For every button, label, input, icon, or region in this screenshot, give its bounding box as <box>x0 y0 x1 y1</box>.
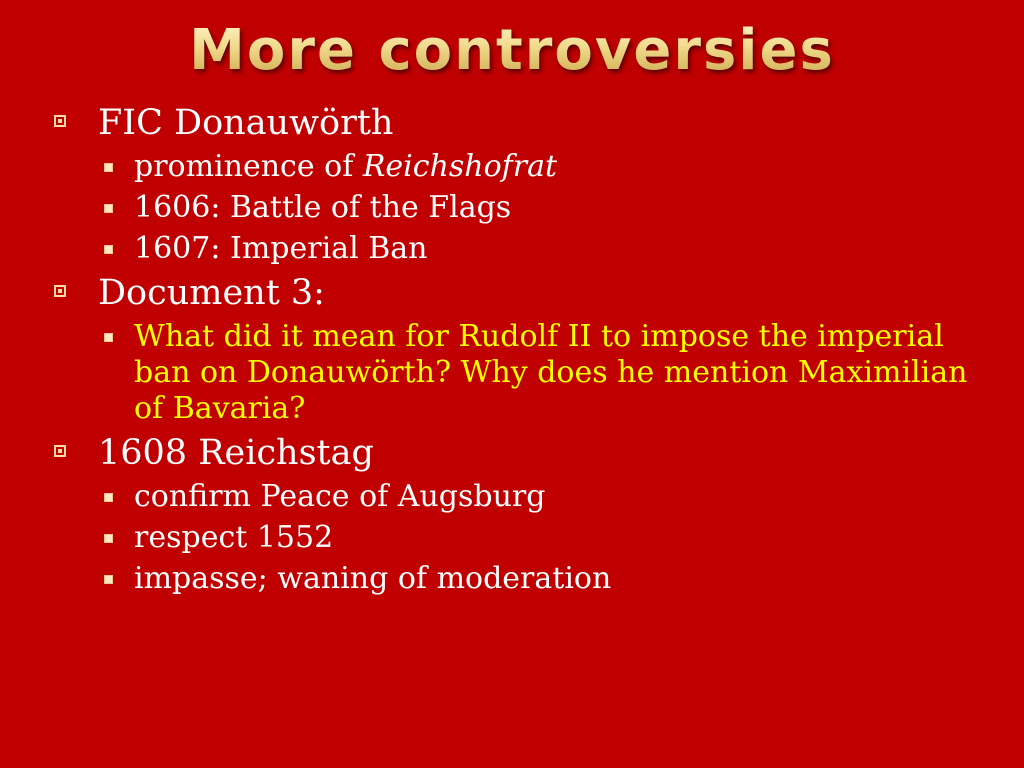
list-item <box>52 520 992 556</box>
square-bullet-icon <box>54 445 66 457</box>
section-heading <box>52 102 992 144</box>
section-heading <box>52 432 992 474</box>
list-item-text: What did it mean for Rudolf II to impose the imperial ban on Donauwörth? Why does he mention Maximilian of Bavaria? <box>134 319 968 426</box>
list-item-text: 1606: Battle of the Flags <box>134 190 512 225</box>
list-item <box>52 190 992 226</box>
list-item-text: impasse; waning of moderation <box>134 561 612 596</box>
list-item <box>52 479 992 515</box>
list-item-italic-text: Reichshofrat <box>362 149 558 184</box>
section-heading-text: 1608 Reichstag <box>98 433 374 473</box>
small-square-bullet-icon <box>104 245 113 254</box>
list-item-text: confirm Peace of Augsburg <box>134 479 546 514</box>
square-bullet-icon <box>54 285 66 297</box>
section-heading-text: Document 3: <box>98 273 325 313</box>
section-heading <box>52 272 992 314</box>
small-square-bullet-icon <box>104 575 113 584</box>
slide-title: More controversies <box>0 18 1024 83</box>
list-item-text: 1607: Imperial Ban <box>134 231 428 266</box>
list-item <box>52 561 992 597</box>
list-item-question <box>52 319 992 427</box>
list-item <box>52 149 992 185</box>
small-square-bullet-icon <box>104 333 113 342</box>
slide-content <box>52 98 992 602</box>
square-bullet-icon <box>54 115 66 127</box>
small-square-bullet-icon <box>104 493 113 502</box>
small-square-bullet-icon <box>104 204 113 213</box>
list-item-text: prominence of <box>134 149 363 184</box>
section-heading-text: FIC Donauwörth <box>98 103 394 143</box>
small-square-bullet-icon <box>104 163 113 172</box>
list-item-text: respect 1552 <box>134 520 334 555</box>
list-item <box>52 231 992 267</box>
small-square-bullet-icon <box>104 534 113 543</box>
